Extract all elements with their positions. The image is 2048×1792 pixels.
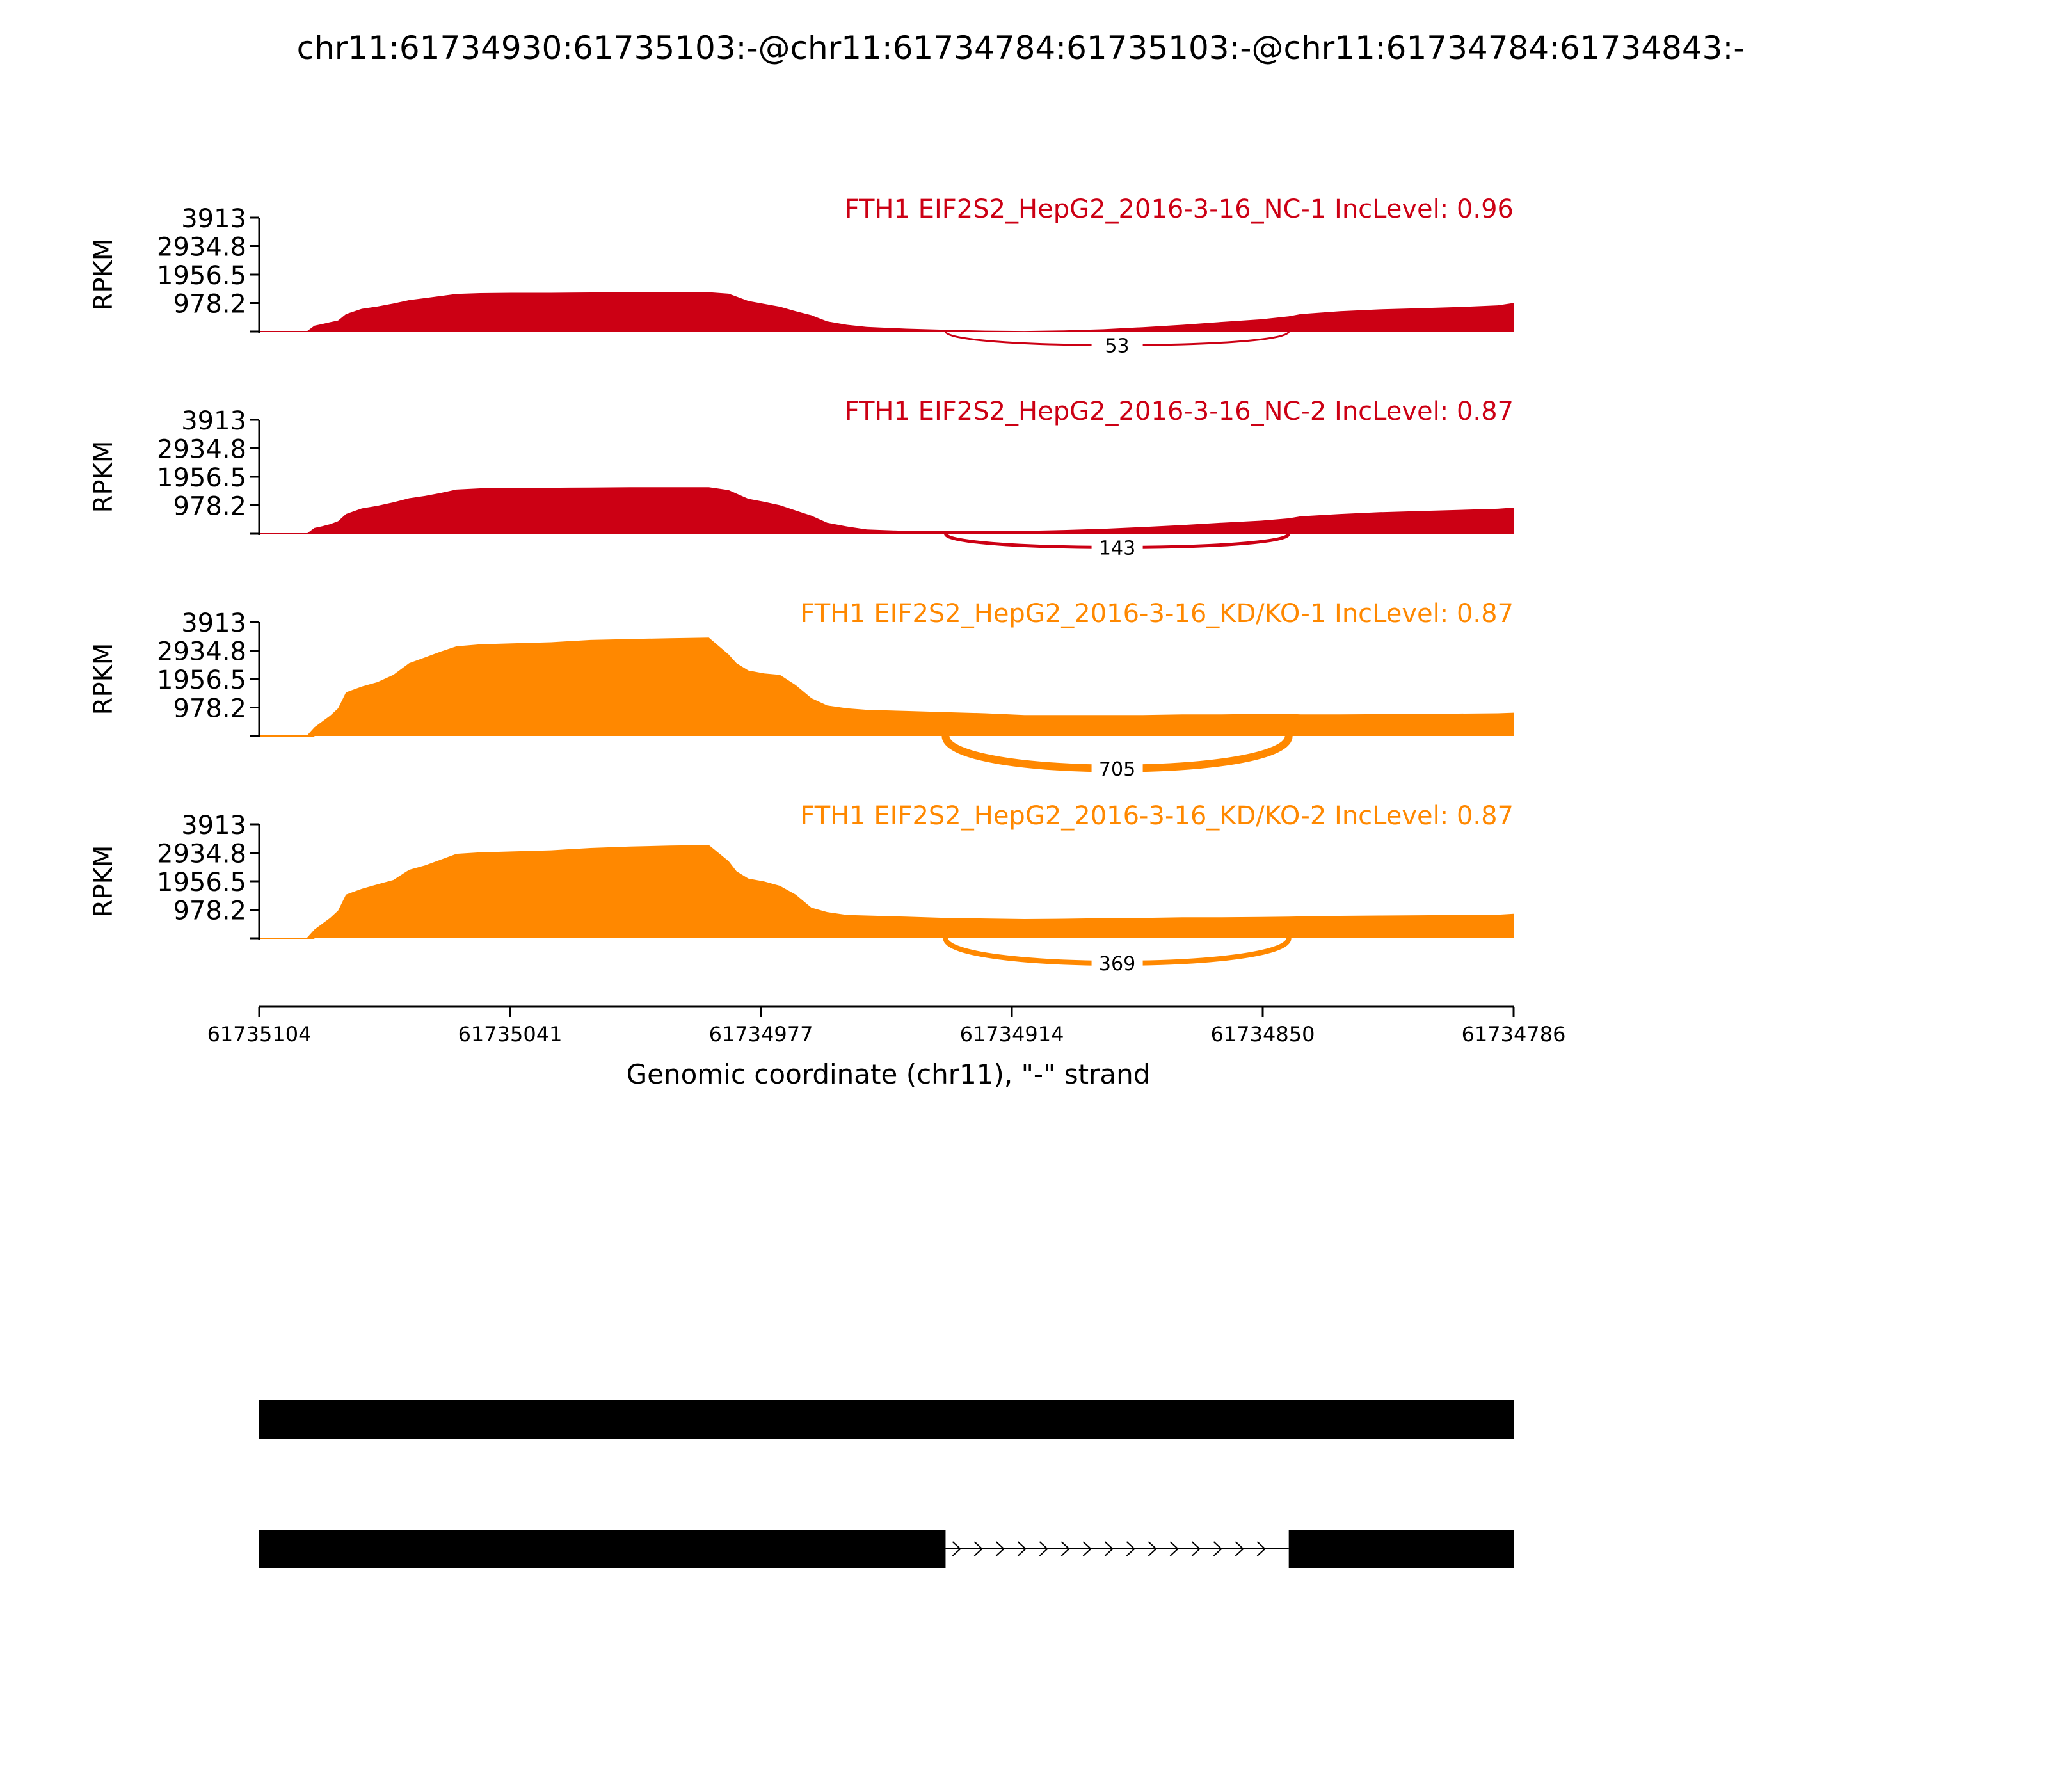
track-label: FTH1 EIF2S2_HepG2_2016-3-16_NC-1 IncLevel: 0.96 bbox=[844, 195, 1514, 224]
track-label: FTH1 EIF2S2_HepG2_2016-3-16_KD/KO-2 IncLevel: 0.87 bbox=[800, 801, 1514, 831]
exon-block bbox=[259, 1530, 945, 1568]
y-tick-label: 978.2 bbox=[173, 492, 246, 522]
y-tick-label: 3913 bbox=[181, 811, 246, 840]
y-tick-label: 2934.8 bbox=[157, 232, 246, 262]
coverage-area bbox=[259, 292, 1514, 332]
y-tick-label: 978.2 bbox=[173, 289, 246, 319]
x-tick-label: 61735104 bbox=[207, 1022, 312, 1046]
coverage-track-3 bbox=[89, 599, 1514, 781]
exon-block bbox=[1289, 1530, 1514, 1568]
isoform-1 bbox=[259, 1400, 1514, 1439]
isoform-models bbox=[259, 1400, 1514, 1568]
y-tick-label: 3913 bbox=[181, 609, 246, 638]
y-tick-label: 1956.5 bbox=[157, 868, 246, 897]
coverage-tracks bbox=[89, 195, 1514, 975]
exon-block bbox=[259, 1400, 1514, 1439]
y-tick-label: 3913 bbox=[181, 204, 246, 234]
y-axis-label: RPKM bbox=[89, 440, 118, 513]
y-tick-label: 2934.8 bbox=[157, 637, 246, 667]
isoform-2 bbox=[259, 1530, 1514, 1568]
coverage-area bbox=[259, 487, 1514, 534]
x-tick-label: 61734914 bbox=[959, 1022, 1064, 1046]
plot-title: chr11:61734930:61735103:-@chr11:61734784:61735103:-@chr11:61734784:61734843:- bbox=[296, 29, 1745, 67]
y-tick-label: 1956.5 bbox=[157, 666, 246, 695]
x-tick-label: 61734786 bbox=[1461, 1022, 1566, 1046]
y-axis-label: RPKM bbox=[89, 643, 118, 716]
y-tick-label: 2934.8 bbox=[157, 435, 246, 465]
junction-count: 143 bbox=[1098, 537, 1136, 560]
coverage-track-4 bbox=[89, 801, 1514, 975]
junction-count: 705 bbox=[1098, 758, 1136, 781]
y-tick-label: 978.2 bbox=[173, 694, 246, 724]
track-label: FTH1 EIF2S2_HepG2_2016-3-16_KD/KO-1 IncLevel: 0.87 bbox=[800, 599, 1514, 628]
y-tick-label: 3913 bbox=[181, 406, 246, 436]
y-axis-label: RPKM bbox=[89, 238, 118, 311]
y-tick-label: 2934.8 bbox=[157, 839, 246, 869]
coverage-track-1 bbox=[89, 195, 1514, 358]
y-tick-label: 978.2 bbox=[173, 896, 246, 926]
y-axis-label: RPKM bbox=[89, 845, 118, 918]
junction-count: 369 bbox=[1098, 953, 1136, 976]
y-tick-label: 1956.5 bbox=[157, 261, 246, 291]
coverage-area bbox=[259, 637, 1514, 736]
junction-count: 53 bbox=[1105, 335, 1130, 358]
coverage-area bbox=[259, 845, 1514, 938]
coverage-track-2 bbox=[89, 397, 1514, 560]
x-tick-label: 61735041 bbox=[458, 1022, 563, 1046]
track-label: FTH1 EIF2S2_HepG2_2016-3-16_NC-2 IncLevel: 0.87 bbox=[844, 397, 1514, 426]
y-tick-label: 1956.5 bbox=[157, 463, 246, 493]
x-axis-label: Genomic coordinate (chr11), "-" strand bbox=[626, 1059, 1151, 1090]
x-axis bbox=[207, 1007, 1566, 1046]
x-tick-label: 61734850 bbox=[1210, 1022, 1315, 1046]
x-tick-label: 61734977 bbox=[708, 1022, 813, 1046]
